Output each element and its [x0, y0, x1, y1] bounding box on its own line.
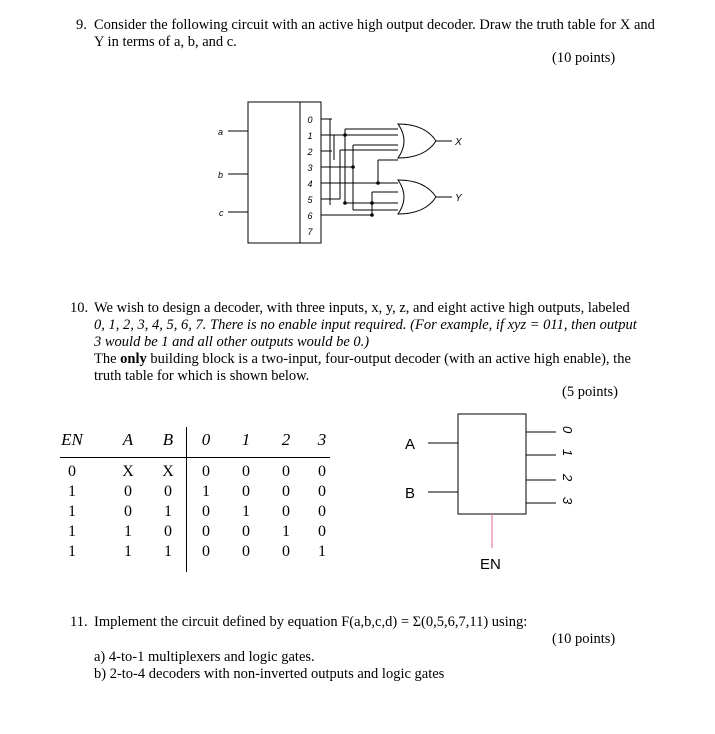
- table-cell: 1: [164, 503, 172, 520]
- table-cell: 1: [68, 503, 76, 520]
- table-cell: 1: [242, 503, 250, 520]
- table-cell: 0: [202, 503, 210, 520]
- q11-number: 11.: [70, 614, 88, 630]
- q9-output-label-y: Y: [455, 193, 462, 204]
- q10-output-label-0: 0: [560, 426, 575, 434]
- table-cell: 0: [164, 523, 172, 540]
- q10-text-line4-post: building block is a two-input, four-output decoder (with an active high enable), the: [146, 351, 631, 367]
- q10-output-label-3: 3: [560, 497, 575, 505]
- table-cell: 0: [318, 463, 326, 480]
- table-cell: 1: [124, 543, 132, 560]
- table-cell: 0: [318, 503, 326, 520]
- q9-output-label-3: 3: [307, 163, 313, 173]
- q11-item-b: b) 2-to-4 decoders with non-inverted outputs and logic gates: [94, 666, 445, 682]
- q10-header-1: 1: [241, 430, 251, 449]
- q10-number: 10.: [70, 300, 89, 316]
- table-cell: 0: [318, 483, 326, 500]
- q10-header-2: 2: [281, 430, 291, 449]
- table-cell: 1: [68, 543, 76, 560]
- q10-input-label-b: B: [405, 485, 416, 502]
- table-cell: 0: [282, 503, 290, 520]
- table-cell: 1: [68, 523, 76, 540]
- q9-text-line2: Y in terms of a, b, and c.: [94, 34, 237, 50]
- q10-text-line5: truth table for which is shown below.: [94, 368, 310, 384]
- table-cell: 0: [318, 523, 326, 540]
- q10-header-b: B: [162, 430, 174, 449]
- table-cell: 0: [242, 483, 250, 500]
- table-cell: 1: [318, 543, 326, 560]
- table-cell: 0: [202, 523, 210, 540]
- q9-input-label-a: a: [218, 127, 224, 137]
- q9-points: (10 points): [552, 50, 616, 66]
- table-cell: 0: [242, 463, 250, 480]
- table-cell: 1: [282, 523, 290, 540]
- q10-decoder-box: [458, 414, 526, 514]
- table-cell: X: [162, 463, 174, 480]
- q10-input-label-a: A: [405, 436, 416, 453]
- table-cell: X: [122, 463, 134, 480]
- q10-points: (5 points): [562, 384, 618, 400]
- q10-text-line1: We wish to design a decoder, with three inputs, x, y, z, and eight active high outputs, labeled: [94, 300, 630, 316]
- q9-output-label-x: X: [455, 137, 462, 148]
- table-cell: 0: [282, 543, 290, 560]
- q9-output-label-7: 7: [307, 227, 313, 237]
- table-cell: 0: [164, 483, 172, 500]
- table-cell: 0: [282, 483, 290, 500]
- table-cell: 0: [202, 543, 210, 560]
- q10-enable-label: EN: [480, 556, 501, 573]
- q9-output-label-0: 0: [307, 115, 313, 125]
- table-cell: 0: [282, 463, 290, 480]
- q9-output-label-5: 5: [307, 195, 313, 205]
- table-cell: 0: [242, 543, 250, 560]
- table-cell: 0: [68, 463, 76, 480]
- q9-input-label-b: b: [218, 170, 224, 180]
- table-cell: 1: [68, 483, 76, 500]
- table-cell: 0: [202, 463, 210, 480]
- q10-output-label-1: 1: [560, 449, 575, 457]
- q9-output-label-2: 2: [307, 147, 313, 157]
- q9-input-label-c: c: [219, 208, 224, 218]
- q9-output-label-4: 4: [307, 179, 313, 189]
- table-cell: 0: [124, 503, 132, 520]
- q9-number: 9.: [76, 17, 87, 33]
- q10-header-0: 0: [201, 430, 211, 449]
- table-cell: 0: [124, 483, 132, 500]
- q9-output-label-1: 1: [307, 131, 313, 141]
- table-cell: 1: [124, 523, 132, 540]
- q10-text-line3: 3 would be 1 and all other outputs would be 0.): [94, 334, 370, 350]
- q10-text-line2: 0, 1, 2, 3, 4, 5, 6, 7. There is no enable input required. (For example, if xyz = 011, then output: [94, 317, 637, 333]
- q9-output-label-6: 6: [307, 211, 313, 221]
- q11-text-line1: Implement the circuit defined by equation F(a,b,c,d) = Σ(0,5,6,7,11) using:: [94, 614, 528, 630]
- q10-header-3: 3: [317, 430, 327, 449]
- q11-item-a: a) 4-to-1 multiplexers and logic gates.: [94, 649, 315, 665]
- table-cell: 1: [164, 543, 172, 560]
- q10-output-label-2: 2: [560, 474, 575, 482]
- q11-points: (10 points): [552, 631, 616, 647]
- q10-header-a: A: [122, 430, 134, 449]
- table-cell: 1: [202, 483, 210, 500]
- q10-header-en: EN: [61, 430, 83, 449]
- table-cell: 0: [242, 523, 250, 540]
- q10-text-line4-pre: The: [94, 351, 121, 367]
- q9-text-line1: Consider the following circuit with an active high output decoder. Draw the truth table for X and: [94, 17, 655, 33]
- q10-text-line4-bold: only: [120, 351, 147, 367]
